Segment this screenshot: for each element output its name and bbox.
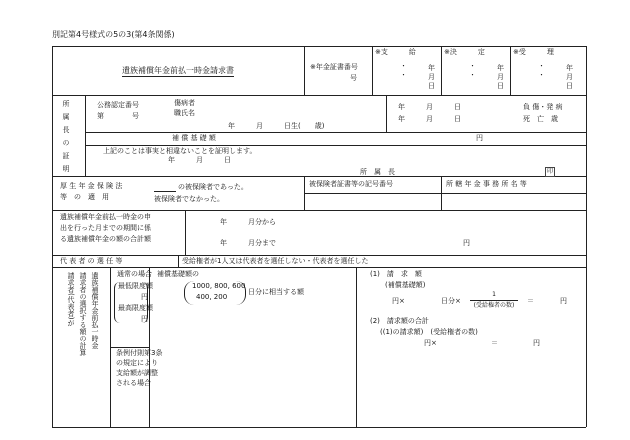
representative-label: 代 表 者 の 選 任 等 bbox=[60, 257, 123, 265]
period-to: 年 月分まで bbox=[220, 239, 276, 247]
claim-yen-times: 円× bbox=[392, 297, 405, 305]
fraction-denominator: (受給権者の数) bbox=[473, 302, 515, 309]
claim-result-yen: 円 bbox=[560, 297, 567, 305]
pension-law-label: 厚 生 年 金 保 険 法 bbox=[60, 182, 123, 190]
normal-case-label: 通常の場合 bbox=[117, 270, 152, 278]
payment-dot: ・ bbox=[400, 62, 407, 70]
compensation-base-yen: 円 bbox=[476, 134, 483, 142]
min-limit-yen: 円 bbox=[141, 293, 148, 301]
total-yen: 円 bbox=[463, 239, 470, 247]
pension-cert-number-label: ※年金証書番号 bbox=[310, 63, 358, 71]
duty-cert-number-value: 第 号 bbox=[97, 112, 139, 120]
was-not-insured-option: 被保険者でなかった。 bbox=[154, 195, 224, 203]
pension-cert-number-suffix: 号 bbox=[350, 74, 357, 82]
certification-date: 年 月 日 bbox=[168, 156, 231, 164]
amount-suffix: 日分に相当する額 bbox=[248, 288, 304, 296]
birth-date: 年 月 日生( 歳) bbox=[228, 122, 325, 130]
claim-days-times: 日分× bbox=[441, 297, 461, 305]
claim-total-label: (2) 請求額の合計 bbox=[370, 317, 429, 325]
pension-law-label-2: 等 の 適 用 bbox=[60, 193, 109, 201]
total-label-1: 遺族補償年金前払一時金の申 bbox=[60, 213, 151, 221]
injured-person-label: 傷病者 bbox=[174, 99, 195, 107]
decision-month: 月 bbox=[497, 73, 504, 81]
decision-dot: ・ bbox=[469, 71, 476, 79]
receipt-month: 月 bbox=[566, 73, 573, 81]
max-limit-yen: 円 bbox=[141, 315, 148, 323]
claim-total-result-yen: 円 bbox=[533, 339, 540, 347]
certification-statement: 上記のことは事実と相違ないことを証明します。 bbox=[103, 147, 257, 155]
insured-certificate-number-label: 被保険者証書等の記号番号 bbox=[309, 180, 393, 188]
calc-vertical-2: 請求者の選択する額の計算 bbox=[79, 272, 88, 356]
special-case-line-4: される場合 bbox=[116, 379, 151, 387]
total-label-2: 出を行った月までの期間に係 bbox=[60, 224, 151, 232]
was-insured-option: の被保険者であった。 bbox=[178, 183, 248, 191]
claim-total-yen-times: 円× bbox=[424, 339, 437, 347]
decision-dot: ・ bbox=[469, 62, 476, 70]
calc-vertical-3: 請求者(代表者)が bbox=[67, 272, 76, 327]
representative-text: 受給権者が1人又は代表者を選任しない・代表者を選任した bbox=[182, 257, 369, 265]
payment-label: ※支 給 bbox=[375, 48, 416, 56]
compensation-base-label: 補 償 基 礎 額 bbox=[172, 134, 216, 142]
chief-certification-label: 所属長の証明 bbox=[62, 100, 71, 178]
payment-day: 日 bbox=[428, 82, 435, 90]
chief-label: 所 属 長 bbox=[360, 168, 395, 176]
min-limit-label: 最低限度額 bbox=[118, 282, 153, 290]
pension-office-label: 所 轄 年 金 事 務 所 名 等 bbox=[446, 180, 527, 188]
claim-amount-sub: (補償基礎額) bbox=[385, 281, 426, 289]
max-limit-label: 最高限度額 bbox=[118, 304, 153, 312]
injury-onset-label: 負 傷・発 病 bbox=[523, 103, 563, 111]
decision-year: 年 bbox=[497, 64, 504, 72]
death-label: 死 亡 歳 bbox=[523, 115, 558, 123]
decision-day: 日 bbox=[497, 82, 504, 90]
period-from: 年 月分から bbox=[220, 218, 276, 226]
payment-year: 年 bbox=[428, 64, 435, 72]
payment-month: 月 bbox=[428, 73, 435, 81]
special-case-line-2: の規定により bbox=[116, 359, 158, 367]
fraction-numerator: 1 bbox=[492, 291, 496, 298]
job-name-label: 職氏名 bbox=[174, 109, 195, 117]
calc-vertical-1: 遺族補償年金前払一時金 bbox=[91, 272, 100, 349]
receipt-label: ※受 理 bbox=[513, 48, 554, 56]
receipt-day: 日 bbox=[566, 82, 573, 90]
special-case-line-1: 条例付則第3条 bbox=[116, 349, 163, 357]
receipt-dot: ・ bbox=[538, 62, 545, 70]
special-case-line-3: 支給額が調整 bbox=[116, 369, 158, 377]
death-date: 年 月 日 bbox=[398, 115, 461, 123]
total-label-3: る遺族補償年金の額の合計額 bbox=[60, 235, 151, 243]
claim-total-sub: ((1)の請求額) (受給権者の数) bbox=[380, 328, 478, 336]
decision-label: ※決 定 bbox=[444, 48, 485, 56]
claim-equals: ＝ bbox=[527, 297, 534, 305]
payment-dot: ・ bbox=[400, 71, 407, 79]
injury-date: 年 月 日 bbox=[398, 103, 461, 111]
amount-options-2: 400, 200 bbox=[196, 293, 228, 301]
claim-amount-label: (1) 請 求 額 bbox=[370, 270, 422, 278]
seal-mark: 印 bbox=[546, 168, 553, 175]
claim-total-equals: ＝ bbox=[491, 339, 498, 347]
receipt-year: 年 bbox=[566, 64, 573, 72]
duty-cert-number-label: 公務認定番号 bbox=[97, 101, 139, 109]
form-reference: 別記第4号様式の5の3(第4条関係) bbox=[52, 30, 175, 39]
amount-options-1: 1000, 800, 600 bbox=[192, 282, 246, 290]
form-title: 遺族補償年金前払一時金請求書 bbox=[122, 66, 234, 75]
base-amount-label: 補償基礎額の bbox=[157, 270, 199, 278]
receipt-dot: ・ bbox=[538, 71, 545, 79]
